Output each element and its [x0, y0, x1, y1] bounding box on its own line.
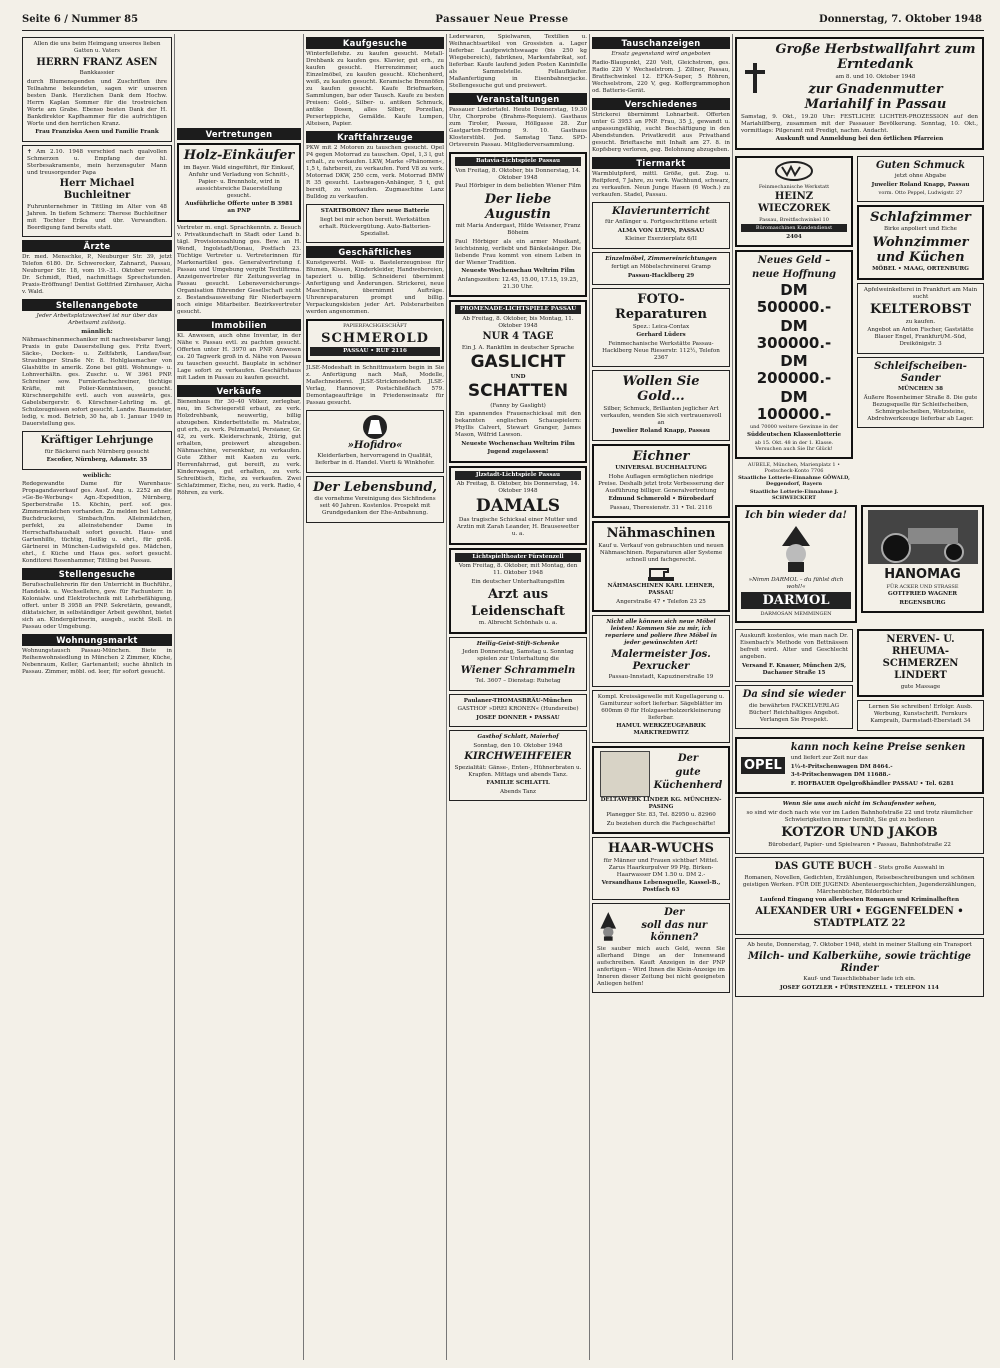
wizard-icon — [597, 909, 620, 943]
column-6 — [735, 34, 984, 1360]
swap-sub: Ersatz gegenstand wird angeboten — [611, 51, 711, 57]
opel-sign: F. HOFBAUER Opelgroßhändler PASSAU • Tel. 6281 — [790, 780, 954, 787]
opel-item: 3-t-Pritschenwagen DM 11688.- — [790, 772, 891, 778]
column-2 — [177, 34, 301, 1360]
section-business: Geschäftliches — [306, 246, 444, 258]
batavia-lead: Paul Hörbiger in dem beliebten Wiener Film — [455, 183, 581, 189]
schmuck-ad — [857, 156, 984, 202]
church-cross-icon — [741, 61, 769, 95]
section-swap: Tauschanzeigen — [592, 37, 730, 49]
buch-title: DAS GUTE BUCH — [774, 861, 873, 872]
eichner-name: Eichner — [632, 448, 690, 464]
nerven-sub: gute Massage — [900, 683, 941, 690]
opel-logo: OPEL — [741, 757, 785, 774]
column-3 — [306, 34, 444, 1360]
fuerstenzell-dates: Vom Freitag, 8. Oktober, mit Montag, den 11. Oktober 1948 — [458, 563, 578, 576]
schmerold-top: PAPIERFACHGESCHÄFT — [343, 323, 407, 329]
linder-name: DELTAWERK LINDER KG. MÜNCHEN-PASING — [600, 796, 722, 810]
ilzstadt-title: Jlzstadt-Lichtspiele Passau — [455, 471, 581, 480]
job-offers-body: Nähmaschinenmechaniker mit nachweisbarer langj. Praxis in gute Dauerstellung ges. Fritz Evert, Säcke-, Decken- u. Zeltfabrik, Landau/Isar, Straubinger Straße Nr. 8. Hohlglasmacher von Glashütte in amerik. Zone bei gütl. Wohnungs- u. Lohnverhältn. ges. Zuschr. u. W 3961 PNP. Schreiner sow. Furnierfachschreiner, tüchtige Kräfte, mit Polier-Kenntnissen, gesucht. Kürschnergehilfe evtl. auch von auswärts, ges. Gabelsbergerstr. 6. Kürschner-Lehrling m. gt. Schulzeugnissen sofort gesucht. Landw. Baumeister, ledig, v. mod. Betrieb, 30 ha, ab 1. Januar 1949 in Dauerstellung ges. — [22, 337, 172, 427]
moebel-ad — [592, 252, 730, 286]
sander-title: Schleifscheiben-Sander — [874, 360, 967, 384]
buch-note: Laufend Eingang von allerbesten Romanen und Kriminalheften — [759, 897, 960, 903]
sales-body: Bienenhaus für 30–40 Völker, zerlegbar, neu, im Schwiegerstil erbaut, zu verk. Holzdrehbank, neuwertig, billig abzugeben. Kinderbettstelle m. Matratze, gut erh., zu verk. Pelzmantel, Persianer, Gr. 42, zu verk. Kleiderschrank, 2türig, gut erhalten, preiswert abzugeben. Nähmaschine, versenkbar, zu verkaufen. Gute Zither mit Kasten zu verk. Herrenfahrrad, gut bereift, zu verk. Kinderwagen, gut erhalten, zu verk. Schreibtisch, Eiche, zu verkaufen. Zwei Schlafzimmer, Eiche, neu, zu verk. Radio, 4 Röhren, zu verk. — [177, 398, 301, 496]
holz-title: Holz-Einkäufer — [183, 148, 295, 163]
hanomag-sub: FÜR ACKER UND STRASSE — [886, 583, 959, 590]
housing-body: Wohnungstausch Passau-München. Biete in Reihenwohnsiedlung in München 2 Zimmer, Küche, Nebenraum, Keller, Gartenanteil; suche ähnlich in Passau. Zimmer, möbl. od. leer, für sofort gesucht. — [22, 648, 172, 675]
linder-foot: Zu beziehen durch die Fachgeschäfte! — [606, 820, 716, 827]
opel-ad — [735, 737, 984, 795]
linder-head1: Der — [677, 753, 699, 765]
kelter-title: KELTEROBST — [869, 302, 972, 317]
fuerstenzell-film1: Arzt aus — [487, 587, 549, 602]
eichner-addr: Passau, Theresienstr. 31 • Tel. 2116 — [609, 504, 713, 511]
thanks-notice — [22, 37, 172, 142]
fuerstenzell-title: Lichtspielthoater Fürstenzell — [455, 553, 581, 562]
heilig-body: Jeden Donnerstag, Samstag u. Sonntag spielen zur Unterhaltung die — [462, 649, 574, 662]
kreis-title: Kompl. Kreissägewelle mit Kugellagerung u. Gamiturzur sofort lieferbar. Sägeblätter im 600mm Ø für Holzgaserholzzerkleinerung lieferbar. — [597, 693, 725, 721]
staatl2-title: Staatliche Lotterie-Einnahme J. SCHWEICKERT — [749, 488, 839, 501]
staatl-title: Staatliche Lotterie-Einnahme GÖWALD, Deggendorf, Bayern — [738, 475, 850, 487]
lotto-cta: ab 15. Okt. 48 in der 1. Klasse. Versuchen auch Sie Ihr Glück! — [754, 440, 834, 452]
batavia-news: Neueste Wochenschau Weltrim Film — [461, 268, 575, 274]
eichner-sub: UNIVERSAL BUCHHALTUNG — [615, 465, 707, 471]
stove-image — [600, 751, 650, 797]
schlatt-ad — [449, 730, 587, 801]
column-divider — [174, 34, 175, 1360]
section-animals: Tiermarkt — [592, 157, 730, 169]
schmuck-sub: jetzt ohne Abgabe — [894, 173, 947, 179]
milchkuehe-ad — [735, 938, 984, 997]
promenade-sub: (Fanny by Gaslight) — [490, 402, 546, 409]
gold-sign: Juwelier Roland Knapp, Passau — [612, 428, 710, 434]
job-offers-note: Jeder Arbeitsplatzwechsel ist nur über das Arbeitsamt zulässig. — [36, 313, 158, 326]
lotterie-ad — [735, 250, 853, 459]
sewing-machine-icon — [646, 565, 676, 583]
schlatt-date: Sonntag, den 10. Oktober 1948 — [473, 742, 563, 749]
kotzor-lead: Wenn Sie uns auch nicht im Schaufenster sehen, — [782, 801, 937, 807]
kelter-pre: Apfelweinkelterei in Frankfurt am Main sucht — [863, 286, 978, 300]
haar-title: HAAR-WUCHS — [608, 841, 714, 856]
lebensbund-body: die vornehme Vereinigung des Sichfindens seit 40 Jahren. Kostenlos. Prospekt mit Grundgedanken der Ehe-Anbahnung. — [314, 496, 436, 516]
auskunft-body: Auskunft kostenlos, wie man nach Dr. Eisenbach's Methode von Bettnässen befreit wird. Alter und Geschlecht angeben. — [740, 633, 848, 660]
foto-name: Gerhard Lüders — [636, 332, 686, 338]
foto-ad — [592, 288, 730, 367]
section-sales: Verkäufe — [177, 385, 301, 397]
col4-top-body: Lederwaren, Spielwaren, Textilien u. Weihnachtsartikel von Grossisten a. Lager lieferbar. Laufgewichtswaage (bis 250 kg Wiegebereich), fabrikneu, Markenfabrikat, sof. lieferbar. Kaufe laufend jeden Posten Kaninfelle als Sammelstelle. Fellaufkäufer. Maßanfertigung in Eisenbahnerjacke. Stellengesuche gut und preiswert. — [449, 34, 587, 89]
herbstwallfahrt-ad — [735, 37, 984, 150]
section-housing: Wohnungsmarkt — [22, 634, 172, 646]
schmerold-name: SCHMEROLD — [321, 330, 429, 346]
nerven-ad — [857, 629, 984, 697]
business-body: Kunstgewerbl. Woll- u. Bastelerzeugnisse für Blumen, Kissen, Kinderkleider, Handwebereien, tapeziert u. billig. Schneiderei übernimmt Anfertigung und Änderungen. Strickerei, neue Maschinen, übernimmt Aufträge. Uhrenreparaturen prompt und billig. Verpackungskisten jeder Art. Polsterarbeiten werden angenommen. — [306, 260, 444, 315]
lotto-amount: DM 300000.- — [756, 316, 832, 352]
masthead-rule — [22, 30, 984, 31]
apprentice-text: für Bäckerei nach Nürnberg gesucht — [44, 448, 150, 455]
herbst-body: Samstag, 9. Okt., 19.20 Uhr: FESTLICHE LICHTER-PROZESSION auf den Mariahilfberg, zusammen mit der Passauer Bevölkerung. Sonntag, 10. Okt., vormittags: Pilgeramt mit Predigt, nachm. Andacht. — [741, 113, 978, 134]
promenade-lead: Ein J. A. Rankfilm in deutscher Sprache — [461, 344, 575, 351]
ilzstadt-body: Das tragische Schicksal einer Mutter und Arztin mit Zarah Leander, H. Brausewetter u. a. — [456, 517, 580, 537]
kotzor-sub: Bürobedarf, Papier- und Spielwaren • Passau, Bahnhofstraße 22 — [768, 841, 951, 848]
holz-body: im Bayer. Wald eingeführt, für Einkauf, Anfuhr und Verladung von Schnitt-, Papier- u. Brennholz, wird in aussichtsreiche Dauerstellung gesucht. — [183, 164, 295, 199]
naeh-body: Kauf u. Verkauf von gebrauchten und neuen Nähmaschinen. Reparaturen aller Systeme schnell und fachgerecht. — [598, 542, 724, 563]
holz-contact: Ausführliche Offerte unter B 3981 an PNP — [185, 201, 293, 214]
lotto-title1: Neues Geld – — [757, 255, 831, 266]
linder-ad — [592, 746, 730, 835]
apprentice-ad — [22, 431, 172, 470]
moebel-title: Einzelmöbel, Zimmereinrichtungen — [605, 255, 717, 262]
death-text: Am 2.10. 1948 verschied nach qualvollen Schmerzen u. Empfang der hl. Sterbesakramente, mein herzensguter Mann und treusorgender Papa — [27, 148, 167, 176]
foto-sub: Spez.: Leica-Contax — [632, 323, 690, 330]
herbst-title2: zur Gnadenmutter Mariahilf in Passau — [804, 82, 947, 112]
death-name: Herr Michael Buchleitner — [59, 178, 135, 201]
foto-title: FOTO-Reparaturen — [615, 292, 707, 322]
wieczorek-name: HEINZ WIECZOREK — [757, 191, 831, 214]
paulaner-ad — [449, 694, 587, 728]
promenade-ad — [449, 300, 587, 463]
opel-sub: und liefert zur Zeit nur das — [790, 755, 868, 761]
lotto-note: und 70000 weitere Gewinne in der — [749, 424, 839, 430]
apprentice-title: Kräftiger Lehrjunge — [40, 435, 154, 446]
naeh-addr: Angerstraße 47 • Telefon 23 25 — [616, 598, 706, 605]
ilzstadt-ad — [449, 466, 587, 545]
apprentice-sign: Escofier, Nürnberg, Adamstr. 35 — [46, 457, 148, 463]
maag-ad — [857, 205, 984, 280]
events-body: Passauer Liedertafel. Heute Donnerstag, 19.30 Uhr, Chorprobe (Brahms-Requiem). Gasthaus zum Tiroler, Passau, Höllgasse 28. Zur Gastgarten-Eröffnung 9. 10. Gasthaus Klosterstübl. Jed. Samstag Tanz. SPD-Ortsverein Passau. Mitgliederversammlung. — [449, 107, 587, 148]
vehicles-body: PKW mit 2 Motoren zu tauschen gesucht. Opel P4 gegen Motorrad zu tauschen. Opel, 1,3 l, gut erhalt., zu verkaufen. LKW, Marke »Phänomen«, 1,5 t, fahrbereit, zu verkaufen. Ford V8 zu verk. Motorrad DKW, 250 ccm, verk. Motorrad BMW R 35 gesucht. Lastwagen-Anhänger, 5 t, gut bereift, zu verkaufen. Zugmaschine Lanz Bulldog zu verkaufen. — [306, 145, 444, 200]
gold-ad — [592, 370, 730, 441]
wieczorek-sub: Feinmechanische Werkstatt — [758, 183, 830, 190]
schlatt-title: Gasthof Schlatt, Maierhof — [477, 734, 559, 740]
buch-sub: Stets große Auswahl in — [878, 865, 945, 871]
schmerold-ad — [306, 319, 444, 362]
kelterobst-ad — [857, 283, 984, 354]
sander-city: MÜNCHEN 38 — [897, 386, 944, 392]
milch-pre: Ab heute, Donnerstag, 7. Oktober 1948, steht in meiner Stallung ein Transport — [747, 942, 972, 948]
paulaner-sign: JOSEF DONNER • PASSAU — [476, 714, 560, 721]
sander-ad — [857, 357, 984, 429]
herbst-foot: Auskunft und Anmeldung bei den örtlichen Pfarreien — [775, 136, 944, 142]
section-purchase-requests: Kaufgesuche — [306, 37, 444, 49]
thanks-text: Allen die uns beim Heimgang unseres lieben Gatten u. Vaters — [33, 41, 161, 54]
column-divider — [589, 34, 590, 1360]
ilzstadt-film: DAMALS — [475, 495, 561, 516]
milch-sub: Kauf- und Tauschliebhaber lade ich ein. — [803, 976, 916, 982]
kotzor-body: so sind wir doch nach wie vor im Laden Bahnhofstraße 22 und trotz räumlicher Schwierigkeiten immer bemüht, Sie gut zu bedienen — [746, 809, 973, 823]
schmuck-sign: Juwelier Roland Knapp, Passau — [871, 181, 970, 188]
batavia-body: Paul Hörbiger als ein armer Musikant, leichtsinnig, verliebt und Bänkelsänger. Die liebende Frau kommt von einem Leben in der Wiener Tradition. — [455, 238, 581, 266]
cross-icon: ✝ — [27, 148, 37, 155]
naeh-title: Nähmaschinen — [606, 526, 716, 541]
linder-head2: gute — [675, 766, 701, 778]
batavia-dates: Von Freitag, 8. Oktober, bis Donnerstag, 14. Oktober 1948 — [455, 167, 581, 181]
foto-addr: Feinmechanische Werkstätte Passau-Hacklberg Neue Rieserstr. 112½, Telefon 2367 — [602, 340, 720, 361]
auskunft-ad — [735, 629, 853, 682]
auskunft-sign: Versand F. Knauer, München 2/S, Dachauer Straße 15 — [741, 662, 847, 676]
section-events: Veranstaltungen — [449, 93, 587, 105]
hanomag-ad — [861, 505, 984, 613]
schlatt-body: Spezialität: Gänse-, Enten-, Hühnerbraten u. Krapfen. Mittags und abends Tanz. — [454, 764, 582, 778]
column-divider — [732, 34, 733, 1360]
schmuck-title: Guten Schmuck — [876, 159, 965, 171]
schlaf-sub: Birke anpoliert und Eiche — [883, 226, 957, 232]
aubele-text: AUBELE, München, Marienplatz 1 • Postscheck-Konto 7706 — [747, 461, 841, 474]
hanomag-name: HANOMAG — [884, 567, 961, 582]
kunst-sign: Malermeister Jos. Pexrucker — [611, 648, 711, 672]
kreis-sign: HAMUL WERKZEUGFABRIK MARKTREDWITZ — [616, 723, 706, 736]
jlse-body: JLSE-Modeshaft in Schnittmustern begin in Sie z. Anfertigung nach Maß, Modelle, Maßschneiderei. JLSE-Strickmodeheft. JLSE-Verlag, Hannover, Postschließfach 579. Demontageaufträge in Friedenseinsatz für Passau gesucht. — [306, 364, 444, 406]
promenade-and: UND — [510, 373, 526, 380]
naeh-sign: NÄHMASCHINEN KARL LEHNER, PASSAU — [607, 583, 715, 596]
column-5 — [592, 34, 730, 1360]
darmol-quote: »Nimm DARMOL – du fühlst dich wohl!« — [748, 576, 844, 590]
opel-item: 1½-t-Pritschenwagen DM 8464.- — [790, 763, 893, 770]
piano-ad — [592, 202, 730, 249]
kunst-addr: Passau-Innstadt, Kapuzinerstraße 19 — [608, 674, 714, 680]
section-representatives: Vertretungen — [177, 128, 301, 140]
thanks-signature: Frau Franziska Asen und Familie Frank — [35, 129, 159, 135]
soll-title2: soll das nur können? — [641, 920, 708, 943]
naehmaschinen-ad — [592, 521, 730, 612]
lotto-name: Süddeutschen Klassenlotterie — [746, 431, 842, 438]
dasind-ad — [735, 685, 853, 729]
promenade-youth: Jugend zugelassen! — [487, 449, 549, 455]
fuerstenzell-film2: Leidenschaft — [471, 603, 565, 619]
promenade-title: PROMENADE-LICHTSPIELE PASSAU — [455, 305, 581, 314]
hofidro-body: Kleiderfarben, hervorragend in Qualität, lieferbar in d. Handel. Vierti & Winkhofer. — [315, 453, 435, 466]
moebel-sub: fertigt an Möbelschreinerei Gramp — [611, 264, 711, 270]
haarwuchs-ad — [592, 837, 730, 900]
fuerstenzell-lead: Ein deutscher Unterhaltungsfilm — [471, 578, 565, 585]
swap-body: Radio-Blaupunkt, 220 Volt, Gleichstrom, ges. Radio 220 V Wechselstrom. J. Zillner, Passau, Bratfischwinkel 12. EFKA-Super, 5 Röhren, Wechselstrom, 220 V, geg. Koffergrammophon od. Batterie-Gerät. — [592, 59, 730, 94]
column-divider — [303, 34, 304, 1360]
gold-body: Silber, Schmuck, Brillanten jeglicher Art verkaufen, wenden Sie sich vertrauensvoll an — [600, 405, 722, 426]
job-offers-female-body: Redegewandte Dame für Warenhaus-Propagandaverkauf ges. Ausf. Ang. u. 2252 an die »Ge-Be-Werbung« Agn.-Expedition, Nürnberg, Sperberstraße 15. Köchin, perf. sof. ges. Zimmermädchen vorhanden. Zu melden bei Lehner, Buchdruckerei, Simbach/Inn. Alleinmädchen, perfekt, zu alleinstehender Dame in Herrschaftshaushalt sofort gesucht. Haus- und Gartenhilfe, tüchtig, fleißig u. ehrl., für größ. Gärtnerei in München-Ludwigsfeld ges. Mädchen, ehrl., f. Küche und Haus ges. sofort gesucht. Konditorei Rosenhammer, Tittling bei Passau. — [22, 481, 172, 564]
lotto-amount: DM 100000.- — [756, 387, 832, 423]
batavia-times: Anfangszeiten: 12.45, 15.00, 17.15, 19.25, 21.30 Uhr. — [457, 276, 579, 290]
darmol-sub: DARMOSAN MEMMINGEN — [760, 610, 832, 617]
milch-sign: JOSEF GOTZLER • FÜRSTENZELL • TELEFON 114 — [780, 984, 939, 991]
wohn-title: Wohnzimmer und Küchen — [872, 234, 969, 265]
kotzor-name: KOTZOR UND JAKOB — [781, 825, 938, 840]
wieczorek-extra: Büromaschinen Kundendienst — [741, 224, 847, 232]
opel-title: kann noch keine Preise senken — [790, 741, 966, 753]
job-offers-female: weiblich: — [82, 472, 112, 479]
nerven-title: NERVEN- U. RHEUMA-SCHMERZEN LINDERT — [882, 634, 959, 681]
paulaner-title: Paulaner-THOMASBRÄU-München — [463, 697, 573, 704]
ilzstadt-dates: Ab Freitag, 8. Oktober, bis Donnerstag, 14. Oktober 1948 — [456, 481, 580, 494]
herbst-dates: am 8. und 10. Oktober 1948 — [835, 73, 916, 80]
dress-icon — [362, 414, 388, 440]
wieder-title: Ich bin wieder da! — [745, 510, 847, 521]
kelter-body: Angebot an Anton Fischer, Gaststätte Blauer Engel, Frankfurt/M.-Süd, Dreikönigstr. 3 — [867, 327, 974, 347]
real-estate-body: Kl. Anwesen, auch ohne Inventar, in der Nähe v. Passau evtl. zu pachten gesucht. Offerten unter H. 3970 an PNP. Anwesen ca. 20 Tagwerk groß in d. Nähe von Passau zu tauschen gesucht. Bauplatz in schöner Lage sofort zu verkaufen. Geschäftshaus mit Laden in Passau zu kaufen gesucht. — [177, 332, 301, 381]
column-4 — [449, 34, 587, 1360]
lebensbund-title: Der Lebensbund, — [312, 479, 438, 495]
tractor-icon — [868, 510, 978, 564]
hanomag-sign: GOTTFRIED WAGNER — [887, 591, 958, 597]
doctors-body: Dr. med. Menschke, P., Neuburger Str. 39, jetzt Telefon 6180. Dr. Schwerecker, Zahnarzt, Passau, Neuburger Str. 18, vom 19.–31. Oktober verreist. Dr. Schmidt, Ried, nachmittags Sprechstunden. Praxis-Eröffnung! Dentist Gottfried Zirnhauer, Aicha v. Wald. — [22, 254, 172, 295]
piano-title: Klavierunterricht — [611, 205, 711, 217]
buch-sign: ALEXANDER URI • EGGENFELDEN • STADTPLATZ 22 — [755, 905, 964, 929]
batavia-film: Der liebe Augustin — [484, 191, 552, 222]
promenade-news: Neueste Wochenschau Weltrim Film — [461, 440, 575, 447]
death-notice — [22, 145, 172, 238]
animals-body: Warmblutpferd, mittl. Größe, gut. Zug. u. Reitpferd, 7 Jahre, zu verk. Wachhund, schwarz, zu verkaufen. Neun Junge Hasen (6 Woch.) zu verkaufen. Stadel, Passau. — [592, 170, 730, 198]
schmuck-addr: vorm. Otto Peppel, Ludwigstr. 27 — [878, 190, 963, 196]
heilig-band: Wiener Schrammeln — [460, 664, 576, 676]
eichner-body: Hohe Auflagen ermöglichen niedrige Preise. Deshalb jetzt trotz Verbesserung der Ausführung billiger. Generalvertretung — [598, 473, 724, 494]
newspaper-title: Passauer Neue Presse — [435, 14, 569, 25]
herbst-title1: Große Herbstwallfahrt zum Erntedank — [775, 42, 976, 72]
heilig-geist-ad — [449, 637, 587, 691]
thanks-body: durch Blumenspenden und Zuschriften ihre Teilnahme bekundeten, sagen wir unseren besten Dank. Herzlichen Dank dem Hochw. Herrn Kaplan Sommer für die trostreichen Worte am Grabe. Ebenso besten Dank der H. Bankdirektor Kapfhammer für die aufrichtigen Worte und den herrlichen Kranz. — [27, 78, 167, 127]
fuerstenzell-cast: m. Albrecht Schönhals u. a. — [478, 620, 558, 626]
wieczorek-logo-icon — [774, 161, 814, 181]
wieczorek-ad — [735, 156, 853, 248]
lotto-amount: DM 200000.- — [756, 352, 832, 387]
gnome-icon — [766, 524, 826, 574]
column-divider — [446, 34, 447, 1360]
darmol-name: DARMOL — [741, 592, 851, 609]
thanks-name: HERRN FRANZ ASEN — [36, 56, 158, 68]
job-seekers-body: Berufsschullehrerin für den Unterricht in Buchführ., Handelsk. u. Wechsellehre, gew. für Fachunterr. in Kolonialw. und Elektrotechnik mit Lehrbefähigung, offert. unter B 3958 an PNP. Sekretärin, gewandt, diktatsicher, in selbständiger Arbeit gewöhnt, bietet sich an. Kindergärtnerin, ausgeb., sucht Stell. in Passau oder Umgebung. — [22, 582, 172, 630]
piano-sub: für Anfänger u. Fortgeschrittene erteilt — [605, 219, 717, 225]
hofidro-title: »Hofidro« — [347, 439, 403, 451]
wohn-sign: MÖBEL • MAAG, ORTENBURG — [872, 266, 969, 272]
batavia-title: Batavia-Lichtspiele Passau — [455, 157, 581, 166]
dasind-body: die bewährten FACKELVERLAG Bücher! Reichhaltiges Angebot. Verlangen Sie Prospekt. — [748, 702, 840, 723]
page-number: Seite 6 / Nummer 85 — [22, 14, 139, 25]
soll-ad — [592, 903, 730, 994]
fuerstenzell-ad — [449, 548, 587, 634]
buch-ad: DAS GUTE BUCH – Stets große Auswahl in Romanen, Novellen, Gedichten, Erzählungen, Reisebeschreibungen und schönen geistigen Werken. FÜR DIE JUGEND: Abenteuergeschichten, Jugenderzählungen, Märchenbücher, Bilderbücher Laufend Eingang von allerbesten Romanen und Kriminalheften ALEXANDER URI • EGGENFELDEN • STADTPLATZ 22 — [735, 857, 984, 935]
lernen-ad — [857, 700, 984, 731]
darmol-ad — [735, 505, 857, 623]
eichner-ad — [592, 444, 730, 519]
promenade-days: NUR 4 TAGE — [482, 331, 554, 342]
schlaf-title: Schlafzimmer — [870, 209, 971, 225]
section-vehicles: Kraftfahrzeuge — [306, 131, 444, 143]
issue-date: Donnerstag, 7. Oktober 1948 — [819, 14, 982, 25]
linder-head3: Küchenherd — [653, 780, 723, 792]
piano-addr: Kleiner Exerzierplatz 6/II — [625, 236, 697, 242]
eichner-sign: Edmund Schmerold • Bürobedarf — [608, 496, 714, 502]
schlatt-event: KIRCHWEIHFEIER — [464, 751, 572, 762]
hofidro-ad — [306, 410, 444, 473]
milch-title: Milch- und Kalberkühe, sowie trächtige Rinder — [747, 950, 972, 974]
holz-ad — [177, 143, 301, 222]
lebensbund-ad — [306, 476, 444, 523]
linder-addr: Planegger Str. 83, Tel. 82950 u. 82960 — [606, 812, 716, 818]
batavia-cast: mit Maria Andergast, Hilde Weissner, Franz Böheim — [455, 223, 581, 236]
battery-ad — [306, 204, 444, 243]
piano-name: ALMA VON LUPIN, PASSAU — [617, 227, 705, 234]
kelter-sub: zu kaufen. — [905, 318, 936, 325]
death-body: Fuhrunternehmer in Tittling im Alter von 48 Jahren. In tiefem Schmerz: Therese Buchleitner mit Tochter Erika und übr. Verwandten. Beerdigung fand bereits statt. — [27, 203, 167, 231]
thanks-role: Bankkassier — [79, 70, 115, 76]
sander-body: Äußere Rosenheimer Straße 8. Die gute Bezugsquelle für Schleifscheiben, Schmirgelscheiben, Wetzsteine, Abdrehwerkzeuge lieferbar ab Lager. — [863, 394, 978, 422]
purchase-body: Winterfellefebz. zu kaufen gesucht. Metall-Drehbank zu kaufen ges. Klavier, gut erh., zu kaufen gesucht. Herrenzimmer, auch Einzelmöbel, zu kaufen gesucht. Küchenherd, weiß, zu kaufen gesucht. Keramische Brennöfen zu kaufen gesucht. Kaufe Briefmarken, Sammlungen, bar oder Tausch. Kaufe zu besten Preisen: Gold-, Silber- u. antiken Schmuck, antike Dosen, alles Silber, Porzellan, Perserteppiche, Gemälde. Kaufe Lumpen, Alteisen, Papier. — [306, 51, 444, 127]
section-job-offers: Stellenangebote — [22, 299, 172, 311]
kunst-title: Nicht alle können sich neue Möbel leisten! Kommen Sie zu mir, ich repariere und poliere Ihre Möbel in jeder gewünschten Art! — [605, 619, 717, 646]
job-offers-male: männlich: — [81, 328, 113, 335]
section-job-seekers: Stellengesuche — [22, 568, 172, 580]
lotto-amount: DM 500000.- — [756, 281, 832, 316]
battery-title: STARTBORON? Ihre neue Batterie — [320, 208, 430, 214]
promenade-body: Ein spannendes Frauenschicksal mit den bekannten englischen Schauspielern: Phyllis Calvert, Stewart Granger, James Mason, Wilfrid Lawson. — [455, 411, 581, 438]
haar-sign: Versandhaus Lebensquelle, Kassel-B., Postfach 63 — [601, 880, 721, 893]
dasind-title: Da sind sie wieder — [742, 689, 846, 700]
section-real-estate: Immobilien — [177, 319, 301, 331]
schlatt-sign: FAMILIE SCHLATTL — [486, 780, 550, 786]
section-misc: Verschiedenes — [592, 98, 730, 110]
schlatt-foot: Abends Tanz — [500, 788, 536, 795]
soll-body: Sie sauber mich auch Geld, wenn Sie allerhand Dinge an der Innenwand aufschreiben. Kauft Anzeigen in der PNP anfertigen – Wird Ihnen die Klein-Anzeige im Inneren dieser Zeitung bei nicht geeigneten Anliegen helfen! — [597, 945, 725, 987]
paulaner-sub: GASTHOF »DREI KRONEN« (Hundsreibe) — [457, 706, 579, 712]
moebel-place: Passau-Hacklberg 29 — [627, 272, 695, 279]
haar-body: für Männer und Frauen sichtbar! Mittel. Zarus Haarkurpulver 99 Pfg. Birken-Haarwasser DM 1.50 u. DM 2.- — [603, 857, 719, 878]
masthead — [22, 14, 982, 28]
wieczorek-tel: 2404 — [786, 233, 802, 240]
hanomag-city: REGENSBURG — [899, 599, 946, 606]
battery-body: liegt bei mir schon bereit. Werkstätten erhalt. Rückvergütung. Auto-Batterien-Spezialist. — [319, 216, 431, 237]
misc-body: Strickerei übernimmt Lohnarbeit. Offerten unter G 3953 an PNP. Frau, 35 J., gewandt u. anpassungsfähig, sucht Beschäftigung in den Abendstunden. Privatkredit aus Privathand gesucht. Brieftasche mit Inhalt am 27. 8. in Kopfsberg verloren, geg. Belohnung abzugeben. — [592, 111, 730, 153]
buch-body: Romanen, Novellen, Gedichten, Erzählungen, Reisebeschreibungen und schönen geistigen Werken. FÜR DIE JUGEND: Abenteuergeschichten, Jugenderzählungen, Märchenbücher, Bilderbücher — [742, 874, 977, 895]
gold-title: Wollen Sie Gold... — [622, 374, 700, 404]
schmerold-bottom: PASSAU • RUF 2116 — [310, 347, 440, 356]
kunst-ad — [592, 615, 730, 687]
promenade-dates: Ab Freitag, 8. Oktober, bis Montag, 11. Oktober 1948 — [462, 315, 574, 329]
promenade-film1: GASLICHT — [470, 352, 566, 372]
kreissaege-ad — [592, 690, 730, 743]
kotzor-ad — [735, 797, 984, 854]
heilig-foot: Tel. 3607 – Dienstag: Ruhetag — [475, 678, 561, 684]
lernen-body: Lernen Sie schreiben! Erfolgr. Ausb. Werbung, Kunstschrift. Fernkurs Kampraih, Darmstadt-Eberstadt 34 — [868, 704, 973, 724]
lotto-title2: neue Hoffnung — [752, 268, 836, 280]
representatives-body: Vertreter m. engl. Sprachkenntn. z. Besuch v. Privatkundschaft in Stadt oder Land b. tägl. Provisionszahlung ges. Bew. an H. Wendl, Ingolstadt/Donau, Postfach 23. Tüchtige Vertreter u. Vertreterinnen für Markenartikel ges. Generalvertretung f. Passau und Umgebung vergibt Textilfirma. Anzeigenvertreter für Zeitungsverlag in Passau gesucht. Lebensversicherungs-Organisation führender Gesellschaft sucht z. Bestandsausweitung für Niederbayern noch einige Mitarbeiter. Bezirksvertreter gesucht. — [177, 224, 301, 315]
column-1 — [22, 34, 172, 1360]
heilig-title: Heilig-Geist-Stift-Schenke — [476, 640, 560, 647]
wieczorek-addr: Passau, Breitfischwinkel 10 — [759, 216, 829, 223]
soll-title1: Der — [664, 906, 685, 918]
promenade-film2: SCHATTEN — [467, 381, 569, 401]
section-doctors: Ärzte — [22, 240, 172, 252]
batavia-ad — [449, 152, 587, 297]
